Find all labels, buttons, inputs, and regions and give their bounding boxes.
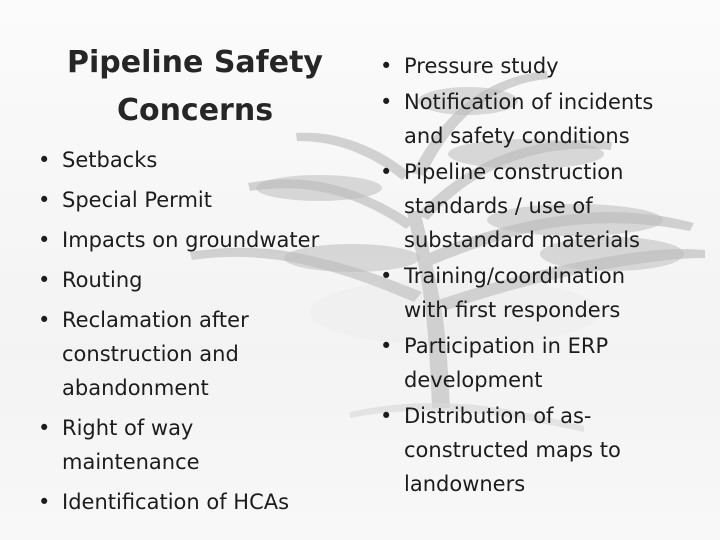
left-bullet-list	[38, 143, 358, 525]
left-bullet-reclamation: • Reclamation after construction and abandonment	[38, 303, 358, 405]
right-bullet-construction-standards: • Pipeline construction standards / use of substandard materials	[380, 155, 700, 257]
right-bullet-list	[380, 49, 700, 503]
left-bullet-right-of-way: • Right of way maintenance	[38, 411, 358, 479]
right-bullet-erp: • Participation in ERP development	[380, 329, 700, 397]
left-bullet-groundwater: • Impacts on groundwater	[38, 223, 358, 257]
right-bullet-training: • Training/coordination with first responders	[380, 259, 700, 327]
left-bullet-hcas: • Identification of HCAs	[38, 485, 358, 519]
right-bullet-pressure-study: • Pressure study	[380, 49, 700, 83]
page-title: Pipeline Safety Concerns	[67, 45, 323, 128]
right-bullet-notification: • Notification of incidents and safety conditions	[380, 85, 700, 153]
right-bullet-maps: • Distribution of as- constructed maps to landowners	[380, 399, 700, 501]
left-bullet-special-permit: • Special Permit	[38, 183, 358, 217]
left-bullet-setbacks: • Setbacks	[38, 143, 358, 177]
left-bullet-routing: • Routing	[38, 263, 358, 297]
